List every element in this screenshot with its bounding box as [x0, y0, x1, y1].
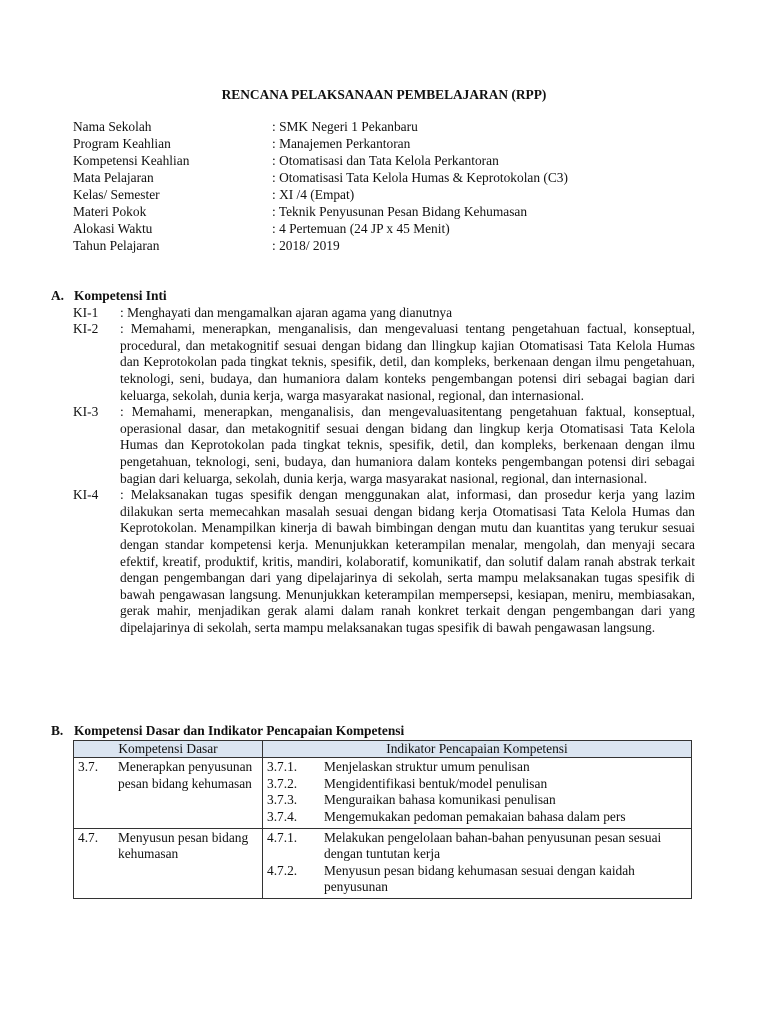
identity-label: Materi Pokok	[73, 204, 147, 219]
column-header-kd: Kompetensi Dasar	[74, 740, 263, 758]
section-title: Kompetensi Dasar dan Indikator Pencapaian Kompetensi	[74, 723, 405, 738]
indicator-item	[267, 809, 687, 826]
indicator-text: Menjelaskan struktur umum penulisan	[324, 759, 530, 775]
ki-code: KI-3	[73, 404, 99, 420]
section-letter: B.	[51, 723, 64, 738]
ki-code: KI-2	[73, 321, 99, 337]
identity-value: : Otomatisasi dan Tata Kelola Perkantoran	[272, 153, 499, 168]
indicator-item	[267, 863, 687, 896]
identity-row	[73, 187, 568, 204]
table-header-row	[74, 740, 692, 758]
ki-item	[73, 321, 695, 404]
identity-label: Nama Sekolah	[73, 119, 152, 134]
identity-row	[73, 136, 568, 153]
ki-text: : Menghayati dan mengamalkan ajaran agama yang dianutnya	[120, 304, 453, 320]
kd-number: 4.7.	[78, 829, 99, 845]
indicator-text: Mengidentifikasi bentuk/model penulisan	[324, 775, 548, 791]
indicator-number: 4.7.1.	[267, 829, 298, 845]
ki-code: KI-4	[73, 487, 99, 503]
indicator-text: Mengemukakan pedoman pemakaian bahasa dalam pers	[324, 808, 626, 824]
indicator-item	[267, 792, 687, 809]
identity-label: Mata Pelajaran	[73, 170, 154, 185]
kd-text: Menerapkan penyusunan pesan bidang kehumasan	[118, 759, 253, 791]
indicator-number: 3.7.4.	[267, 808, 298, 824]
ki-text: : Memahami, menerapkan, menganalisis, dan mengevaluasi tentang pengetahuan factual, konseptual, procedural, dan metakognitif sesuai dengan bidang dan llingkup kajian Otomatisasi Tata Kelola Humas dan Keprotokolan pada tingkat teknis, spesifik, detil, dan kompleks, berkenaan dengan ilmu pengetahuan, teknologi, seni, budaya, dan humaniora dalam konteks pengembangan potensi diri sebagai bagian dari keluarga, sekolah, dunia kerja, warga masyarakat nasional, regional, dan internasional.	[120, 321, 695, 403]
ipk-cell	[263, 828, 692, 898]
indicator-text: Menyusun pesan bidang kehumasan sesuai dengan kaidah penyusunan	[324, 862, 635, 895]
section-kompetensi-inti	[51, 288, 695, 636]
section-letter: A.	[51, 288, 65, 303]
identity-label: Alokasi Waktu	[73, 221, 153, 236]
indicator-number: 3.7.1.	[267, 759, 298, 775]
kd-number: 3.7.	[78, 759, 99, 775]
identity-value: : 2018/ 2019	[272, 238, 340, 253]
indicator-item	[267, 759, 687, 776]
identity-label: Tahun Pelajaran	[73, 238, 160, 253]
indicator-text: Menguraikan bahasa komunikasi penulisan	[324, 792, 556, 808]
ki-item	[73, 487, 695, 636]
identity-row	[73, 119, 568, 136]
indicator-number: 3.7.2.	[267, 775, 298, 791]
identity-value: : Otomatisasi Tata Kelola Humas & Keprotokolan (C3)	[272, 170, 568, 185]
identity-value: : SMK Negeri 1 Pekanbaru	[272, 119, 418, 134]
kd-item	[78, 759, 258, 792]
indicator-item	[267, 830, 687, 863]
identity-label: Kompetensi Keahlian	[73, 153, 190, 168]
table-row	[74, 828, 692, 898]
section-heading	[51, 723, 695, 740]
identity-row	[73, 204, 568, 221]
identity-value: : XI /4 (Empat)	[272, 187, 355, 202]
section-kompetensi-dasar	[51, 723, 695, 899]
ki-item	[73, 305, 695, 322]
column-header-ipk: Indikator Pencapaian Kompetensi	[263, 740, 692, 758]
identity-row	[73, 153, 568, 170]
indicator-item	[267, 776, 687, 793]
ki-item	[73, 404, 695, 487]
indicator-text: Melakukan pengelolaan bahan-bahan penyusunan pesan sesuai dengan tuntutan kerja	[324, 829, 662, 862]
table-row	[74, 758, 692, 828]
kd-ipk-table	[73, 740, 692, 899]
identity-row	[73, 170, 568, 187]
ki-text: : Melaksanakan tugas spesifik dengan menggunakan alat, informasi, dan prosedur kerja yang lazim dilakukan serta memecahkan masalah sesuai dengan bidang kerja Otomatisasi Tata Kelola Humas dan Keprotokolan. Menampilkan kinerja di bawah bimbingan dengan mutu dan kuantitas yang terukur sesuai dengan standar kompetensi kerja. Menunjukkan keterampilan menalar, mengolah, dan menyaji secara efektif, kreatif, produktif, kritis, mandiri, kolaboratif, komunikatif, dan solutif dalam ranah abstrak terkait dengan pengembangan dari yang dipelajarinya di sekolah, serta mampu melaksanakan tugas spesifik di bawah pengawasan langsung. Menunjukkan keterampilan mempersepsi, kesiapan, meniru, membiasakan, gerak mahir, menjadikan gerak alami dalam ranah konkret terkait dengan pengembangan dari yang dipelajarinya di sekolah, serta mampu melaksanakan tugas spesifik di bawah pengawasan langsung.	[120, 487, 695, 635]
section-heading	[51, 288, 695, 305]
identity-label: Program Keahlian	[73, 136, 171, 151]
identity-value: : 4 Pertemuan (24 JP x 45 Menit)	[272, 221, 450, 236]
indicator-number: 3.7.3.	[267, 792, 298, 808]
identity-value: : Manajemen Perkantoran	[272, 136, 411, 151]
ki-code: KI-1	[73, 304, 99, 320]
kd-text: Menyusun pesan bidang kehumasan	[118, 829, 249, 862]
kd-cell	[74, 828, 263, 898]
identity-row	[73, 238, 568, 255]
section-title: Kompetensi Inti	[74, 288, 167, 303]
ki-text: : Memahami, menerapkan, menganalisis, dan mengevaluasitentang pengetahuan faktual, konseptual, operasional dasar, dan metakognitif sesuai dengan bidang dan lingkup kerja Otomatisasi Tata Kelola Humas dan Keprotokolan pada tingkat teknis, spesifik, detil, dan kompleks, berkenaan dengan ilmu pengetahuan, teknologi, seni, budaya, dan humaniora dalam konteks pengembangan potensi diri sebagai bagian dari keluarga, sekolah, dunia kerja, warga masyarakat nasional, regional, dan internasional.	[120, 404, 695, 486]
ipk-cell	[263, 758, 692, 828]
kd-cell	[74, 758, 263, 828]
indicator-number: 4.7.2.	[267, 862, 298, 878]
identity-label: Kelas/ Semester	[73, 187, 160, 202]
kd-item	[78, 830, 258, 863]
document-title: RENCANA PELAKSANAAN PEMBELAJARAN (RPP)	[221, 87, 547, 102]
identity-row	[73, 221, 568, 238]
identity-block	[73, 119, 568, 255]
identity-value: : Teknik Penyusunan Pesan Bidang Kehumasan	[272, 204, 528, 219]
